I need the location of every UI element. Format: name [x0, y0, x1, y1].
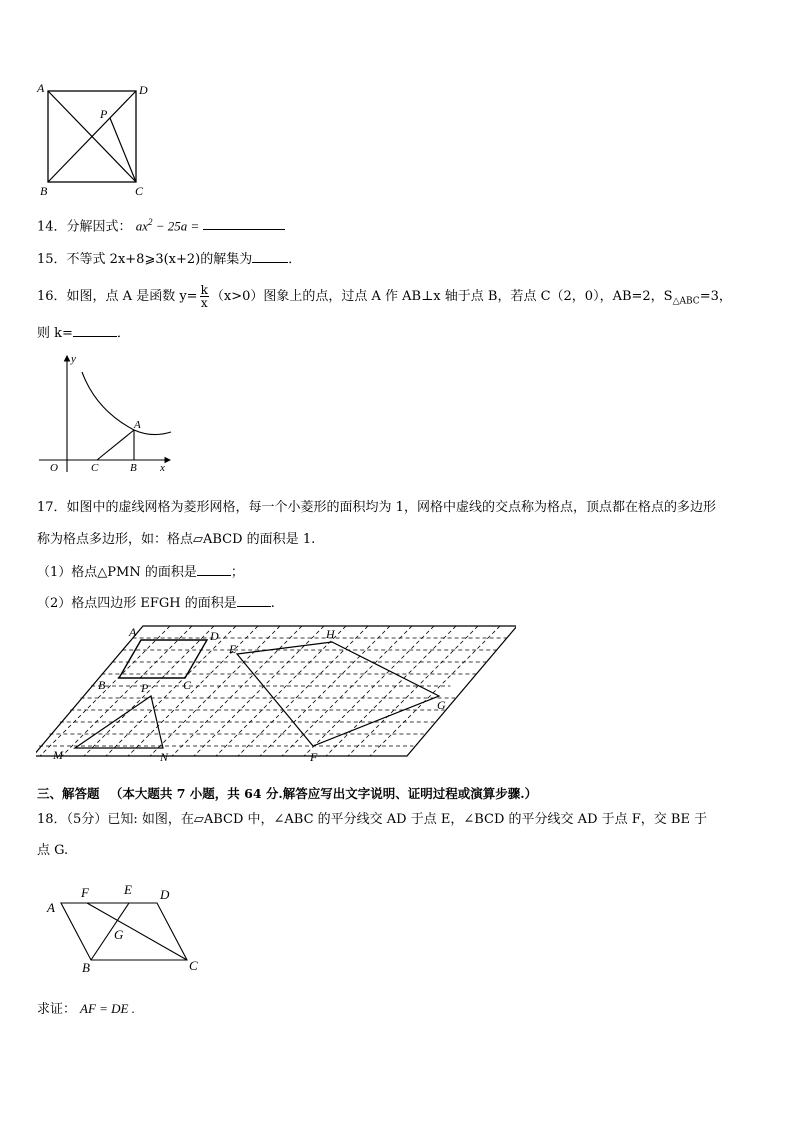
label-b: B: [130, 462, 137, 474]
q18-prove: [37, 1001, 135, 1018]
q14-number: 14．: [37, 219, 67, 235]
question-16-line-2: [37, 324, 130, 342]
q17-line-2: 称为格点多边形，如：格点▱ABCD 的面积是 1.: [37, 532, 316, 547]
label-b: B: [82, 960, 90, 975]
q16-frac-num: k: [200, 283, 208, 297]
label-d: D: [210, 629, 219, 643]
q14-answer-blank[interactable]: [203, 217, 285, 230]
label-d: D: [139, 83, 148, 97]
q17-sub-1: （1）格点△PMN 的面积是: [37, 565, 197, 580]
q15-answer-blank[interactable]: [252, 250, 288, 263]
q16-fraction: [200, 284, 209, 309]
label-b: B: [98, 678, 106, 692]
q17-sub-2: （2）格点四边形 EFGH 的面积是: [37, 596, 237, 611]
q17-sub-1-end: ；: [230, 565, 244, 580]
section-3-header: [37, 786, 537, 802]
q16-number: 16．: [37, 289, 67, 304]
label-a: A: [47, 900, 55, 915]
question-17-line-1: [37, 500, 716, 516]
q18-prove-expr: AF = DE .: [80, 1001, 135, 1016]
label-a: A: [37, 81, 45, 95]
q17-line-1: 如图中的虚线网格为菱形网格，每一个小菱形的面积均为 1，网格中虚线的交点称为格点，顶点都在格点的多边形: [66, 500, 716, 515]
question-14: [37, 214, 285, 235]
figure-rhombus-grid: [36, 620, 516, 768]
question-15: [37, 250, 301, 268]
label-b: B: [40, 184, 48, 198]
label-y: y: [71, 353, 76, 365]
q16-text-3: =3，: [699, 289, 732, 304]
q16-line-2: 则 k=: [37, 326, 73, 341]
question-18-line-2: [37, 843, 68, 859]
q15-number: 15．: [37, 252, 67, 267]
figure-parallelogram: [40, 878, 210, 978]
q16-subscript: △ABC: [672, 296, 700, 307]
q17-sub-1-blank[interactable]: [197, 563, 231, 576]
section-3-title: 三、解答题: [37, 786, 100, 801]
label-c: C: [91, 462, 99, 474]
question-18-line-1: [37, 812, 707, 828]
q18-line-2: 点 G.: [37, 843, 69, 858]
label-g: G: [114, 927, 124, 942]
figure-hyperbola: [34, 350, 179, 478]
question-17-sub-2: [37, 594, 275, 612]
q16-text-1: 如图，点 A 是函数 y=: [66, 289, 198, 304]
question-16: [37, 284, 732, 310]
label-h: H: [326, 627, 335, 641]
q16-answer-blank[interactable]: [73, 324, 117, 337]
label-d: D: [160, 887, 170, 902]
label-g: G: [437, 698, 446, 712]
label-a: A: [134, 419, 141, 431]
label-x: x: [160, 462, 165, 474]
q14-expr-exp: 2: [147, 217, 153, 227]
q16-text-2: （x>0）图象上的点，过点 A 作 AB⊥x 轴于点 B，若点 C（2，0），AB=2，S: [210, 289, 673, 304]
q15-end: ．: [288, 252, 302, 267]
label-c: C: [183, 678, 192, 692]
q17-sub-2-end: .: [270, 596, 275, 611]
label-f: F: [310, 750, 318, 764]
label-n: N: [160, 750, 169, 764]
label-o: O: [50, 462, 58, 474]
q15-text: 不等式 2x+8⩾3(x+2)的解集为: [66, 252, 253, 267]
q18-number: 18．: [37, 812, 67, 827]
label-p: P: [100, 107, 108, 121]
q17-sub-2-blank[interactable]: [237, 594, 271, 607]
q14-expr-a: ax: [135, 218, 148, 234]
label-p: P: [141, 681, 149, 695]
label-f: F: [81, 885, 89, 900]
q17-number: 17．: [37, 500, 67, 515]
question-17-sub-1: [37, 563, 244, 581]
label-m: M: [53, 748, 63, 762]
figure-square-abcd: [34, 78, 164, 198]
q16-frac-den: x: [200, 296, 208, 310]
label-a: A: [129, 625, 137, 639]
section-3-note: （本大题共 7 小题，共 64 分.解答应写出文字说明、证明过程或演算步骤.）: [109, 786, 538, 801]
q14-expr-rest: − 25a =: [152, 218, 200, 234]
q18-prove-label: 求证：: [37, 1002, 77, 1017]
q18-line-1: （5分）已知: 如图，在▱ABCD 中，∠ABC 的平分线交 AD 于点 E，∠BCD 的平分线交 AD 于点 F，交 BE 于: [66, 812, 708, 827]
q16-end: ．: [116, 326, 130, 341]
label-e: E: [124, 882, 132, 897]
label-e: E: [229, 642, 237, 656]
q14-label: 分解因式：: [66, 219, 132, 235]
label-c: C: [135, 184, 144, 198]
question-17-line-2: [37, 532, 315, 548]
label-c: C: [189, 958, 198, 973]
